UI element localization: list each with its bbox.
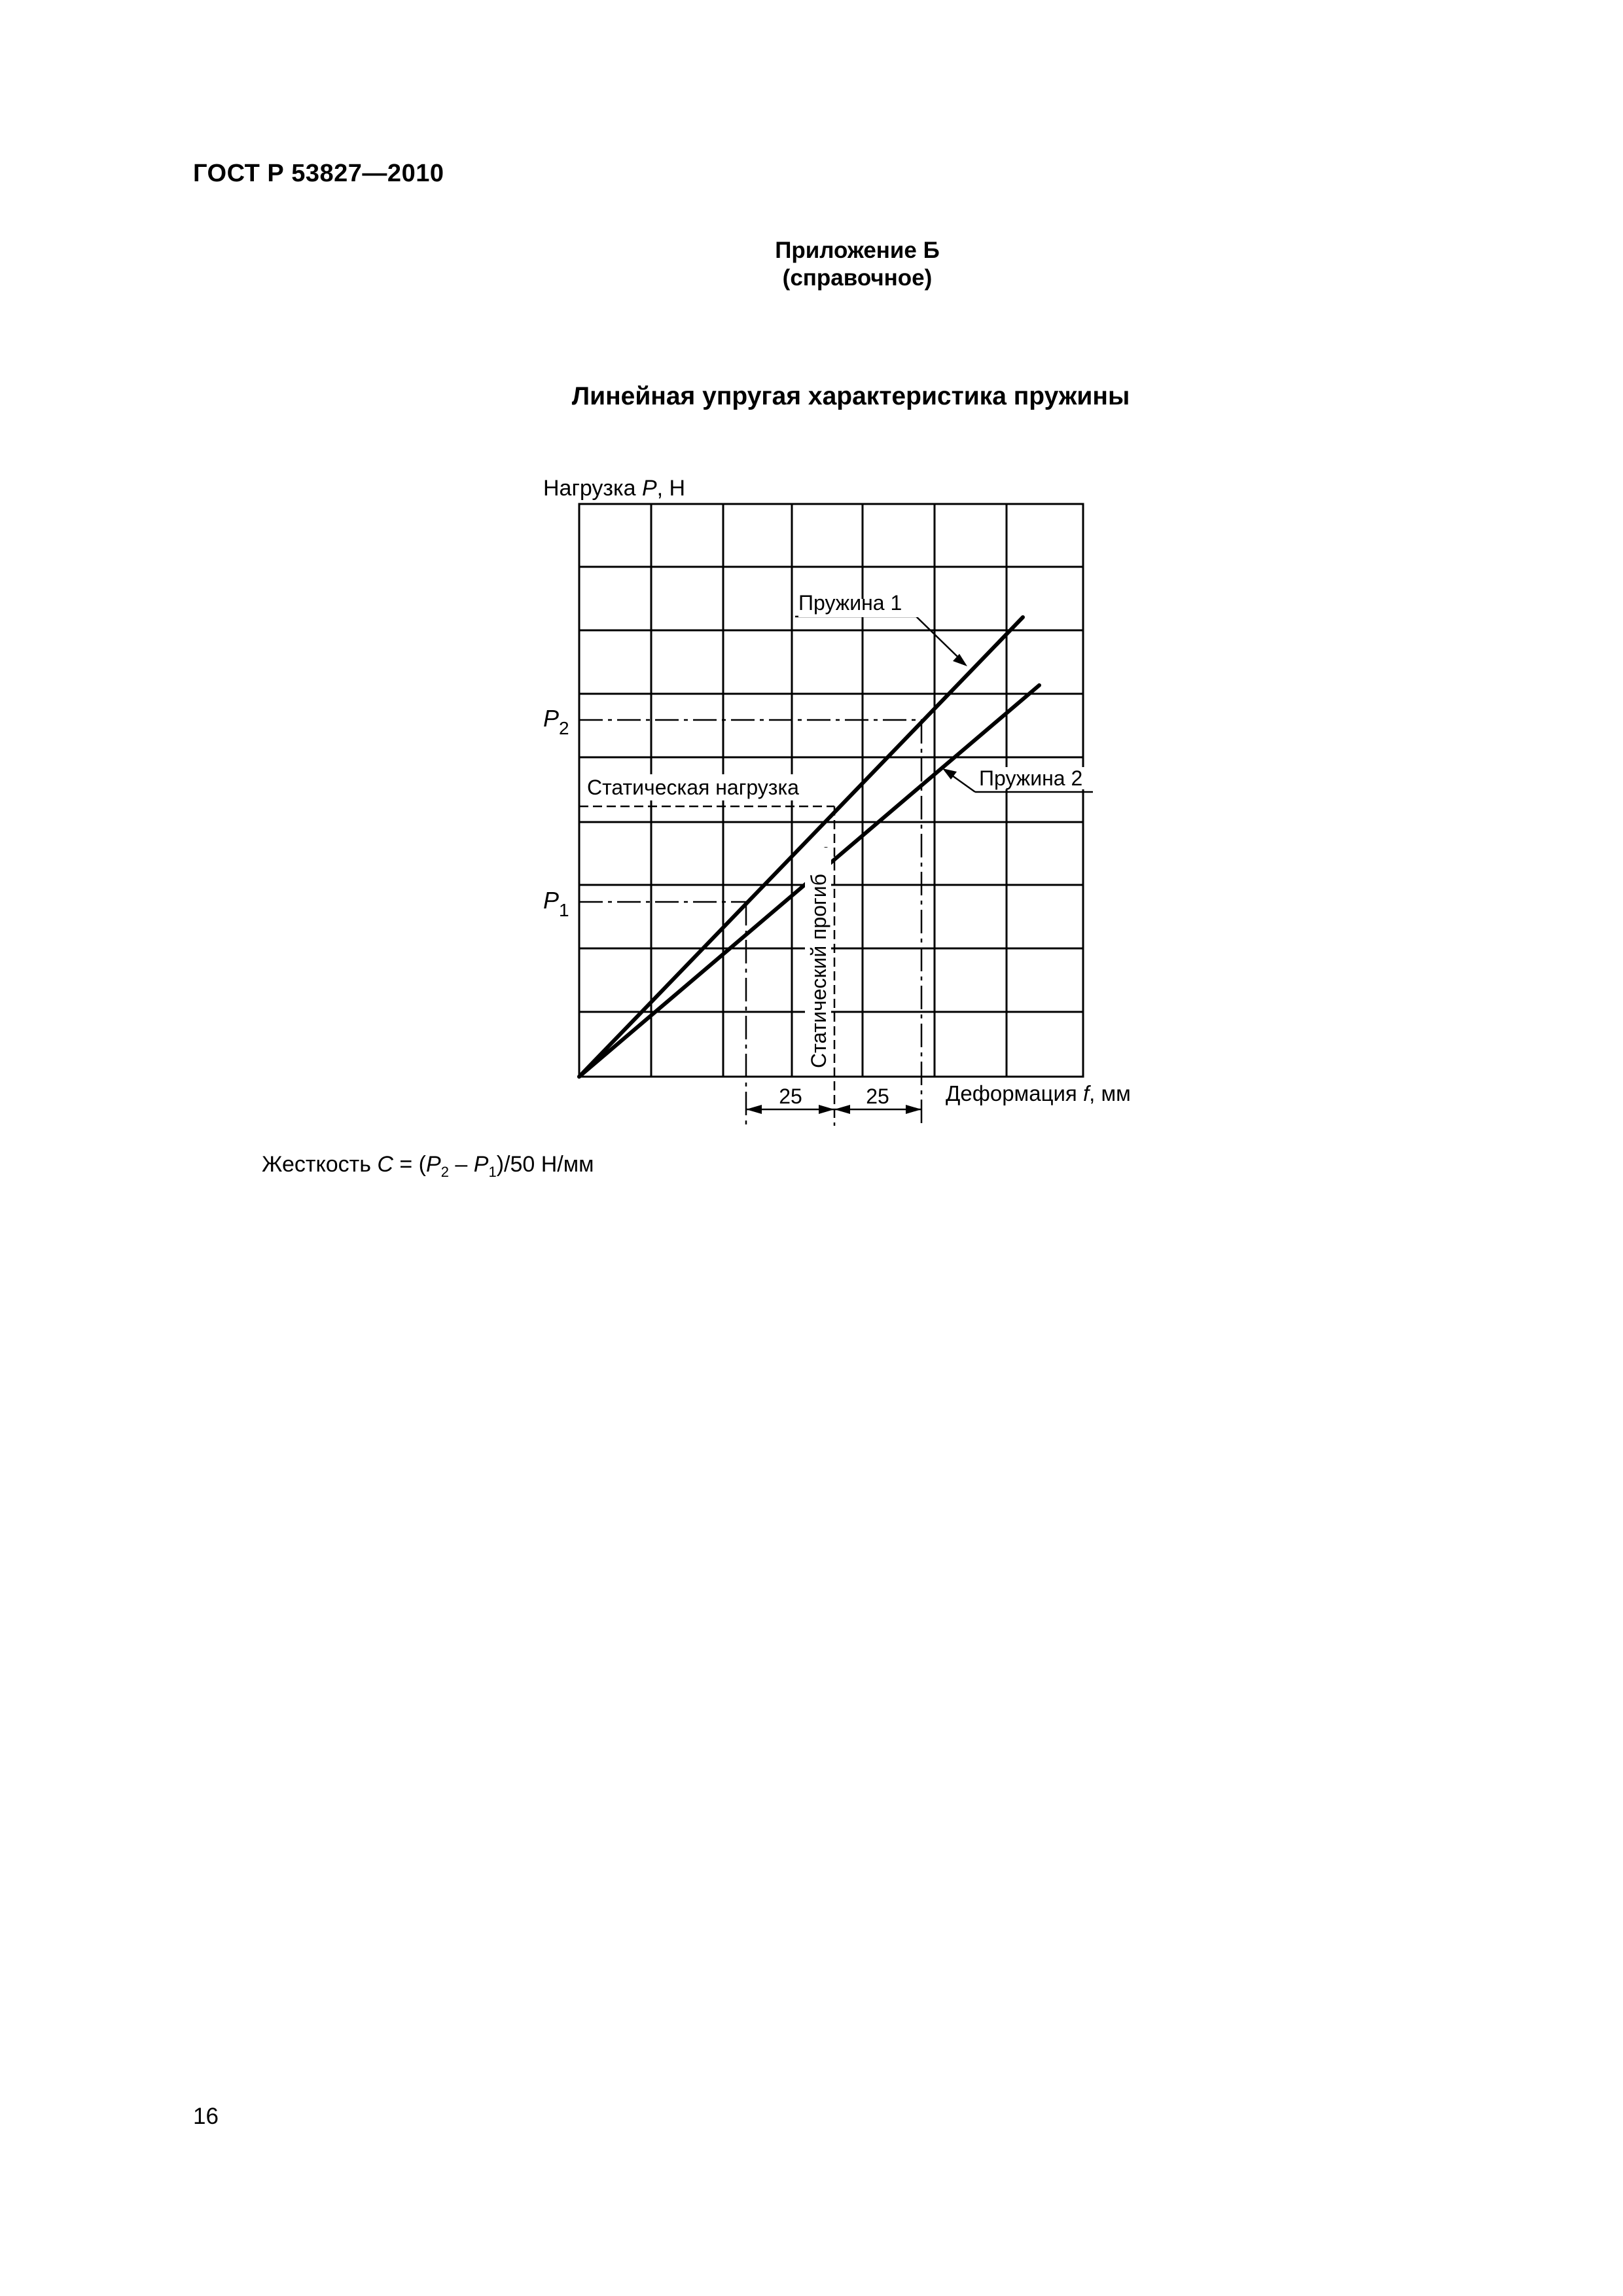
p1-label: $P_1$ — [543, 887, 569, 920]
p2-label: $P_2$ — [543, 705, 569, 738]
stiffness-formula: Жесткость $C = (P_2 - P_1)/50$ Н/мм — [262, 1152, 594, 1180]
spring-1-label: Пружина 1 — [798, 591, 902, 615]
dimension-label-right: 25 — [866, 1085, 889, 1108]
dimension-label-left: 25 — [779, 1085, 802, 1108]
document-number: ГОСТ Р 53827—2010 — [193, 160, 444, 187]
annex-title: Приложение Б — [775, 238, 940, 263]
spring-1-callout-arrowhead — [953, 654, 967, 666]
y-axis-label: Нагрузка P, Н — [543, 476, 686, 501]
dimension-arrow — [746, 1105, 762, 1114]
static-deflection-label: Статический прогиб — [807, 874, 830, 1068]
annex-status: (справочное) — [782, 265, 933, 291]
dimension-arrow — [834, 1105, 850, 1114]
figure-title: Линейная упругая характеристика пружины — [571, 382, 1130, 410]
x-axis-label: Деформация f, мм — [946, 1081, 1131, 1105]
spring-1-line — [579, 617, 1023, 1077]
page-number: 16 — [193, 2104, 219, 2129]
dimension-arrow — [819, 1105, 834, 1114]
spring-2-label: Пружина 2 — [979, 766, 1083, 790]
spring-1-callout-leader — [916, 617, 962, 661]
static-load-label: Статическая нагрузка — [587, 776, 799, 799]
dimension-arrow — [906, 1105, 921, 1114]
